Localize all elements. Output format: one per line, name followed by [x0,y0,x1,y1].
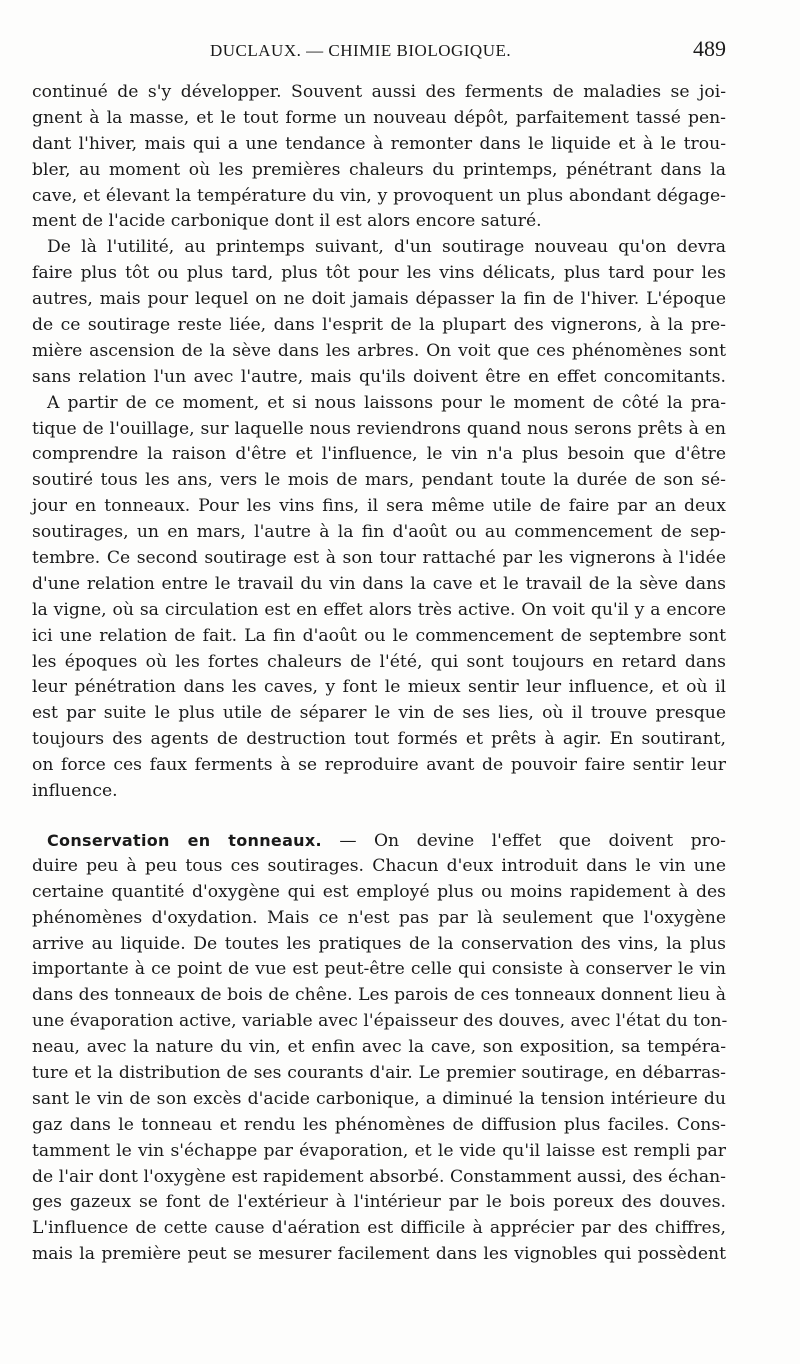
text-line: gnent à la masse, et le tout forme un nouveau dépôt, parfaitement tassé pen- [32,107,726,128]
text-line: toujours des agents de destruction tout formés et prêts à agir. En soutirant, [32,729,726,750]
text-line: neau, avec la nature du vin, et enfin avec la cave, son exposition, sa tempéra- [32,1037,726,1058]
section-first-line-rest: — On devine l'effet que doivent pro- [339,831,726,851]
text-line: tembre. Ce second soutirage est à son tour rattaché par les vignerons à l'idée [32,548,726,569]
text-line: mière ascension de la sève dans les arbres. On voit que ces phénomènes sont [32,340,726,361]
page-number: 489 [693,36,726,61]
paragraph-3 [32,391,726,805]
text-line: on force ces faux ferments à se reproduire avant de pouvoir faire sentir leur [32,755,726,776]
text-line: mais la première peut se mesurer facilement dans les vignobles qui possèdent [32,1244,726,1265]
text-line: continué de s'y développer. Souvent aussi des ferments de maladies se joi- [32,82,726,102]
text-line: sant le vin de son excès d'acide carbonique, a diminué la tension intérieure du [32,1088,726,1109]
text-line: de ce soutirage reste liée, dans l'esprit de la plupart des vignerons, à la pre- [32,315,726,336]
text-line: arrive au liquide. De toutes les pratiques de la conservation des vins, la plus [32,933,726,954]
text-line: A partir de ce moment, et si nous laissons pour le moment de côté la pra- [47,392,726,413]
paragraph-1 [32,80,726,235]
text-line: leur pénétration dans les caves, y font le mieux sentir leur influence, et où il [32,677,726,698]
paragraph-2 [32,235,726,390]
text-line: faire plus tôt ou plus tard, plus tôt pour les vins délicats, plus tard pour les [32,263,726,284]
text-line: duire peu à peu tous ces soutirages. Chacun d'eux introduit dans le vin une [32,855,726,876]
section-heading: Conservation en tonneaux. [47,831,322,850]
text-block-upper [32,80,726,805]
text-line: influence. [32,781,118,802]
section-first-line [32,828,726,854]
text-line: ici une relation de fait. La fin d'août ou le commencement de septembre sont [32,625,726,646]
text-block-lower [32,828,726,1268]
text-line: jour en tonneaux. Pour les vins fins, il sera même utile de faire par an deux [32,496,726,517]
paragraph-4 [32,828,726,1268]
text-line: la vigne, où sa circulation est en effet alors très active. On voit qu'il y a encore [32,599,726,620]
text-line: de l'air dont l'oxygène est rapidement absorbé. Constamment aussi, des échan- [32,1166,726,1187]
text-line: importante à ce point de vue est peut-être celle qui consiste à conserver le vin [32,959,726,980]
running-title: DUCLAUX. — CHIMIE BIOLOGIQUE. [210,41,512,60]
text-line: ment de l'acide carbonique dont il est alors encore saturé. [32,211,542,232]
text-line: ture et la distribution de ses courants d'air. Le premier soutirage, en débarras- [32,1063,726,1084]
text-line: tamment le vin s'échappe par évaporation, et le vide qu'il laisse est rempli par [32,1140,726,1161]
text-line: L'influence de cette cause d'aération est difficile à apprécier par des chiffres, [32,1218,726,1239]
text-line: dans des tonneaux de bois de chêne. Les parois de ces tonneaux donnent lieu à [32,985,726,1006]
text-line: les époques où les fortes chaleurs de l'été, qui sont toujours en retard dans [32,651,726,672]
text-line: d'une relation entre le travail du vin dans la cave et le travail de la sève dans [32,573,726,594]
text-line: certaine quantité d'oxygène qui est employé plus ou moins rapidement à des [32,881,726,902]
text-line: est par suite le plus utile de séparer le vin de ses lies, où il trouve presque [32,703,726,724]
text-line: comprendre la raison d'être et l'influence, le vin n'a plus besoin que d'être [32,444,726,465]
text-line: De là l'utilité, au printemps suivant, d'un soutirage nouveau qu'on devra [47,237,726,258]
text-line: dant l'hiver, mais qui a une tendance à remonter dans le liquide et à le trou- [32,133,726,154]
text-line: cave, et élevant la température du vin, y provoquent un plus abondant dégage- [32,185,726,206]
text-line: tique de l'ouillage, sur laquelle nous reviendrons quand nous serons prêts à en [32,418,726,439]
text-line: gaz dans le tonneau et rendu les phénomènes de diffusion plus faciles. Cons- [32,1114,726,1135]
running-head [210,36,726,66]
text-line: ges gazeux se font de l'extérieur à l'intérieur par le bois poreux des douves. [32,1192,726,1213]
text-line: soutirages, un en mars, l'autre à la fin d'août ou au commencement de sep- [32,522,726,543]
text-line: autres, mais pour lequel on ne doit jamais dépasser la fin de l'hiver. L'époque [32,289,726,310]
text-line: phénomènes d'oxydation. Mais ce n'est pas par là seulement que l'oxygène [32,907,726,928]
text-line: bler, au moment où les premières chaleurs du printemps, pénétrant dans la [32,159,726,180]
text-line: sans relation l'un avec l'autre, mais qu'ils doivent être en effet concomitants. [32,366,726,387]
text-line: soutiré tous les ans, vers le mois de mars, pendant toute la durée de son sé- [32,470,726,491]
text-line: une évaporation active, variable avec l'épaisseur des douves, avec l'état du ton- [32,1011,728,1032]
